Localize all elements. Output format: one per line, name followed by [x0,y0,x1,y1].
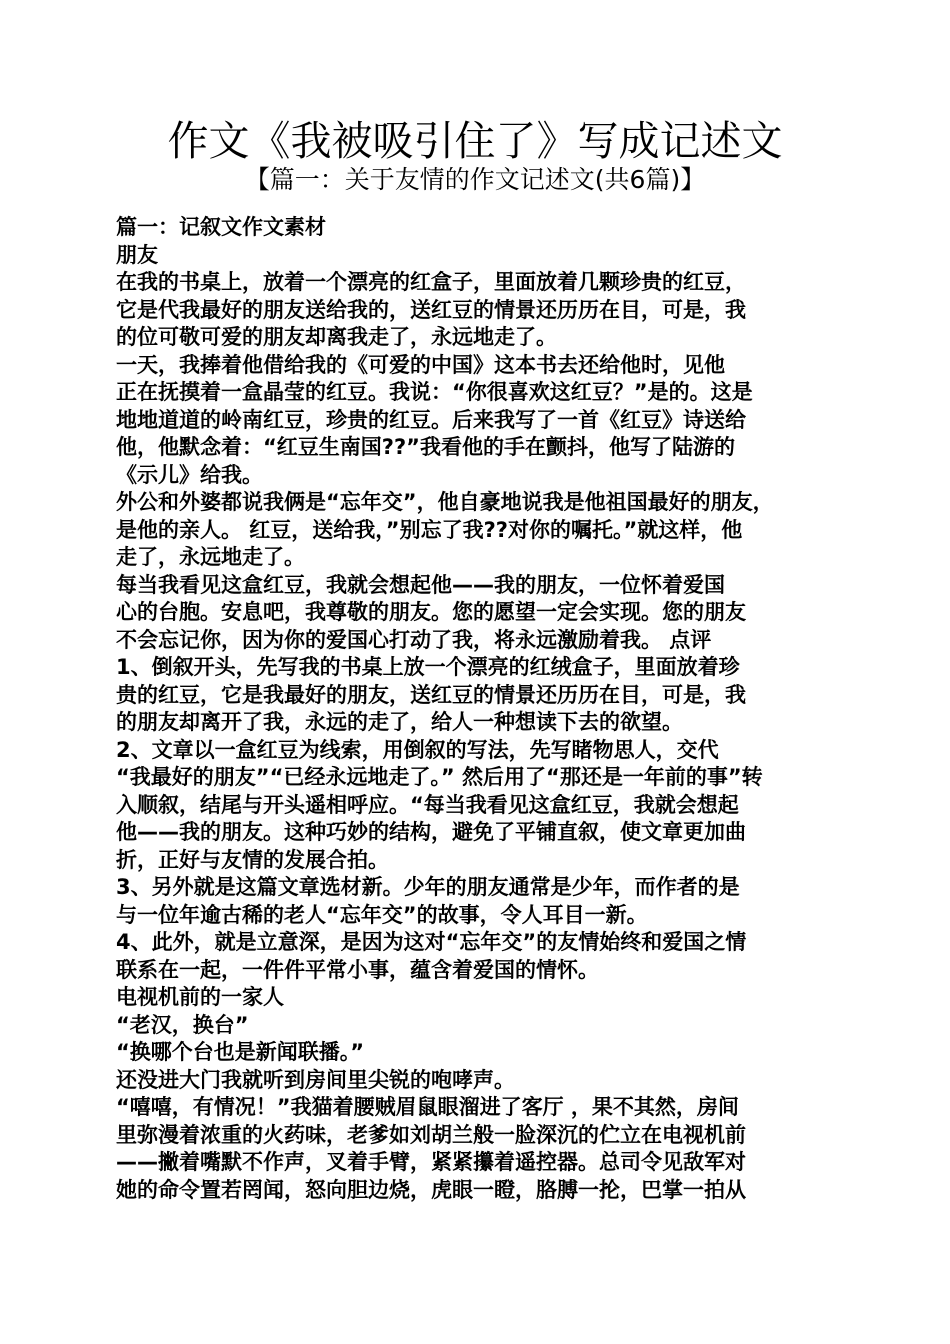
text-line: 《示儿》给我。 [116,462,263,487]
text-line: 心的台胞。安息吧，我尊敬的朋友。您的愿望一定会实现。您的朋友 [116,600,746,624]
text-line: 折，正好与友情的发展合拍。 [116,847,389,872]
text-line: 外公和外婆都说我俩是“忘年交”，他自豪地说我是他祖国最好的朋友， [116,490,774,514]
text-line: 正在抚摸着一盒晶莹的红豆。我说：“你很喜欢这红豆？”是的。这是 [116,380,753,404]
text-line: 电视机前的一家人 [116,985,284,1009]
text-line: 它是代我最好的朋友送给我的，送红豆的情景还历历在目，可是，我 [116,297,746,322]
text-line: “我最好的朋友”“已经永远地走了。” 然后用了“那还是一年前的事”转 [116,765,763,789]
text-line: 的位可敬可爱的朋友却离我走了，永远地走了。 [116,325,557,349]
text-line: 篇一：记叙文作文素材 [116,215,326,239]
text-line: 是他的亲人。 红豆，送给我，”别忘了我??对你的嘱托。”就这样，他 [116,517,743,542]
text-line: 贵的红豆，它是我最好的朋友，送红豆的情景还历历在目，可是，我 [116,682,746,707]
text-line: 2、文章以一盒红豆为线索，用倒叙的写法，先写睹物思人，交代 [116,737,719,762]
text-line: 里弥漫着浓重的火药味，老爹如刘胡兰般一脸深沉的伫立在电视机前 [116,1122,746,1147]
text-line: 与一位年逾古稀的老人“忘年交”的故事，令人耳目一新。 [116,902,648,927]
text-line: 她的命令置若罔闻，怒向胆边烧，虎眼一瞪，胳膊一抡，巴掌一拍从 [116,1177,746,1202]
text-line: 还没进大门我就听到房间里尖锐的咆哮声。 [116,1067,515,1092]
text-line: 1、倒叙开头，先写我的书桌上放一个漂亮的红绒盒子，里面放着珍 [116,655,740,679]
text-line: “老汉，换台” [116,1012,249,1037]
text-line: 地地道道的岭南红豆，珍贵的红豆。后来我写了一首《红豆》诗送给 [116,407,746,432]
text-line: 每当我看见这盒红豆，我就会想起他——我的朋友，一位怀着爱国 [116,572,725,597]
document-title: 作文《我被吸引住了》写成记述文 [167,117,783,165]
text-line: 走了，永远地走了。 [116,545,305,569]
text-line: 一天，我捧着他借给我的《可爱的中国》这本书去还给他时，见他 [116,352,725,377]
text-line: “换哪个台也是新闻联播。” [116,1040,365,1064]
text-line: 入顺叙，结尾与开头遥相呼应。“每当我看见这盒红豆，我就会想起 [116,792,739,817]
text-line: “嘻嘻，有情况！”我猫着腰贼眉鼠眼溜进了客厅 ，果不其然，房间 [116,1095,739,1119]
document-subtitle: 【篇一：关于友情的作文记述文(共6篇)】 [244,165,706,194]
text-line: 3、另外就是这篇文章选材新。少年的朋友通常是少年，而作者的是 [116,875,740,899]
text-line: ——撇着嘴默不作声，叉着手臂，紧紧攥着遥控器。总司令见敌军对 [116,1150,746,1174]
text-line: 他，他默念着：“红豆生南国??”我看他的手在颤抖，他写了陆游的 [116,435,735,459]
text-line: 联系在一起，一件件平常小事，蕴含着爱国的情怀。 [116,957,599,982]
text-line: 在我的书桌上，放着一个漂亮的红盒子，里面放着几颗珍贵的红豆， [116,270,746,294]
text-line: 4、此外，就是立意深，是因为这对“忘年交”的友情始终和爱国之情 [116,930,747,954]
text-line: 他——我的朋友。这种巧妙的结构，避免了平铺直叙，使文章更加曲 [116,820,746,844]
text-line: 朋友 [116,242,158,267]
text-line: 的朋友却离开了我，永远的走了，给人一种想读下去的欲望。 [116,710,683,734]
text-line: 不会忘记你，因为你的爱国心打动了我，将永远激励着我。 点评 [116,627,712,652]
document-body [116,214,836,1204]
